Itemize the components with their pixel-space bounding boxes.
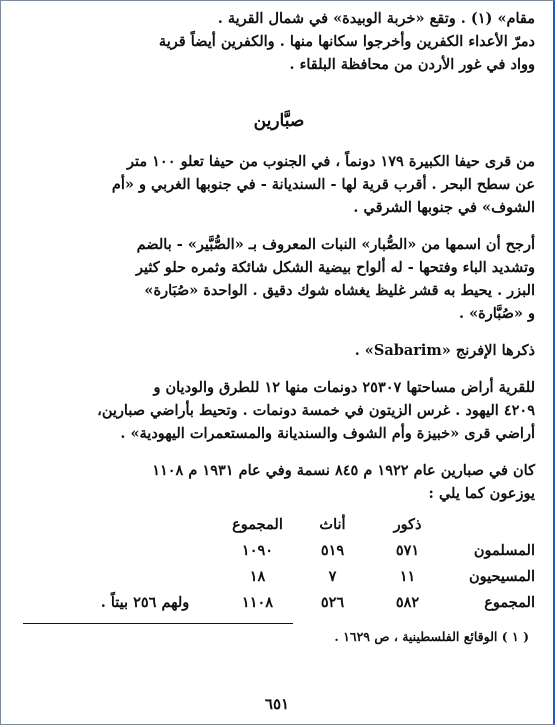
frankish-name-paragraph — [23, 339, 535, 362]
note-cell: ولهم ٢٥٦ بيتاً . — [100, 593, 190, 611]
row-label: المسيحيون — [468, 567, 535, 585]
text-line: دمرّ الأعداء الكفرين وأخرجوا سكانها منها . والكفرين أيضاً قرية — [158, 33, 535, 50]
table-header: أناث — [319, 515, 346, 533]
total-cell: ١٠٩٠ — [241, 541, 274, 559]
land-paragraph — [23, 376, 535, 445]
note-cell — [70, 563, 220, 589]
text-line: ٤٢٠٩ اليهود . غرس الزيتون في خمسة دونمات . وتحيط بأراضي صبارين، — [97, 402, 535, 419]
text-line: و «صُبَّارة» . — [459, 305, 535, 322]
table-header — [445, 511, 535, 537]
total-cell: ١٨ — [249, 567, 266, 585]
table-row — [70, 589, 535, 615]
page-body — [23, 7, 535, 646]
text-line: أراضي قرى «خبيزة وأم الشوف والسنديانة والمستعمرات اليهودية» . — [120, 425, 535, 442]
text-line: وتشديد الباء وفتحها - له ألواح بيضية الشكل شائكة وثمره حلو كثير — [136, 259, 535, 276]
population-table — [70, 511, 535, 615]
table-header-row — [70, 511, 535, 537]
population-paragraph — [23, 459, 535, 505]
row-label: المجموع — [484, 593, 535, 611]
top-paragraph — [23, 7, 535, 76]
text-line: للقرية أراض مساحتها ٢٥٣٠٧ دونمات منها ١٢ للطرق والوديان و — [153, 379, 535, 396]
text-line: كان في صبارين عام ١٩٢٢ م ٨٤٥ نسمة وفي عام ١٩٣١ م ١١٠٨ — [152, 462, 535, 479]
text-line: أرجح أن اسمها من «الصُّبار» النبات المعروف بـ «الصُّبَّير» - بالضم — [136, 236, 535, 253]
name-origin-paragraph — [23, 233, 535, 325]
note-cell — [70, 537, 220, 563]
males-cell: ١١ — [399, 567, 416, 585]
text-line: البزر . يحيط به قشر غليظ يغشاه شوك دقيق . الواحدة «صُبَارة» — [144, 282, 535, 299]
text-line: ذكرها الإفرنج «Sabarim» . — [354, 342, 535, 359]
location-paragraph — [23, 150, 535, 219]
text-line: من قرى حيفا الكبيرة ١٧٩ دونماً ، في الجنوب من حيفا تعلو ١٠٠ متر — [126, 153, 535, 170]
table-row — [70, 537, 535, 563]
text-line: عن سطح البحر . أقرب قرية لها - السنديانة - في جنوبها الغربي و «أم — [111, 176, 535, 193]
text-line: مقام» (١) . وتقع «خربة الوبيدة» في شمال القرية . — [217, 10, 535, 27]
females-cell: ٧ — [328, 567, 337, 585]
section-heading: صبَّارين — [253, 111, 305, 131]
text-line: الشوف» في جنوبها الشرقي . — [353, 199, 535, 216]
total-cell: ١١٠٨ — [241, 593, 274, 611]
footnote: ( ١ ) الوقائع الفلسطينية ، ص ١٦٢٩ . — [334, 629, 529, 644]
males-cell: ٥٨٢ — [395, 593, 420, 611]
females-cell: ٥١٩ — [320, 541, 345, 559]
page-number: ٦٥١ — [264, 695, 290, 713]
table-header: المجموع — [232, 515, 283, 533]
text-line: يوزعون كما يلي : — [428, 485, 535, 502]
footnote-divider — [23, 623, 293, 624]
table-header: ذكور — [393, 515, 422, 533]
males-cell: ٥٧١ — [395, 541, 420, 559]
row-label: المسلمون — [473, 541, 535, 559]
table-row — [70, 563, 535, 589]
text-line: وواد في غور الأردن من محافظة البلقاء . — [289, 56, 535, 73]
females-cell: ٥٢٦ — [320, 593, 345, 611]
